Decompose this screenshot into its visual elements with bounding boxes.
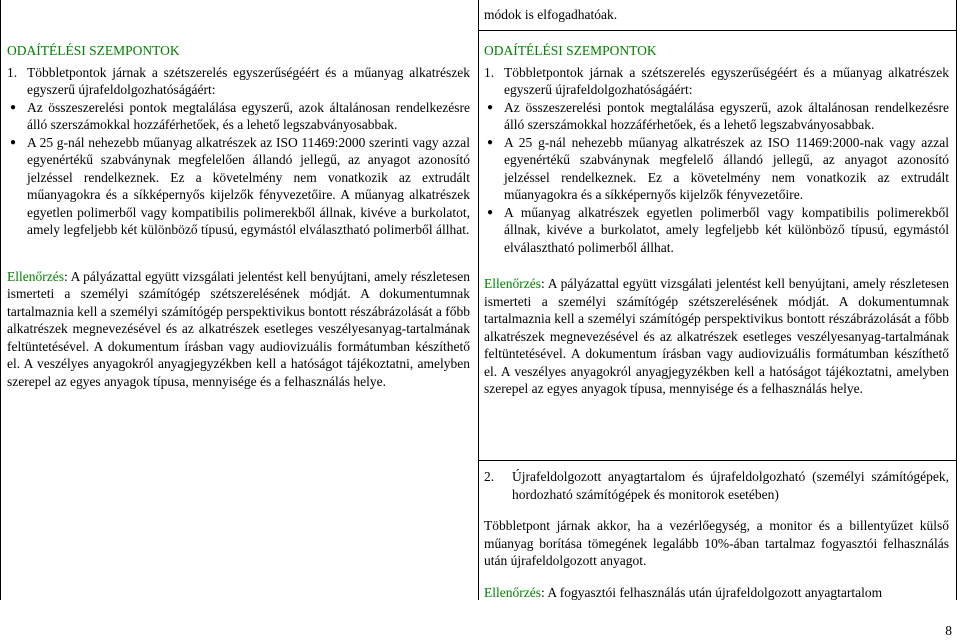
page-number: 8: [945, 623, 952, 638]
table-border-left: [0, 0, 1, 600]
table-divider: [478, 0, 479, 600]
right-check-paragraph: [484, 275, 949, 398]
left-bullet-1: [10, 99, 470, 134]
right-column: [484, 42, 949, 398]
left-check-label: Ellenőrzés: [7, 268, 64, 284]
right-bullet-3-text: A műanyag alkatrészek egyetlen polimerből vagy kompatibilis polimerekből állnak, kivéve a burkolatot, amely legfeljebb két különböző típusú, egymástól elválasztható polimerből állhat.: [504, 204, 949, 255]
right-top-text: módok is elfogadhatóak.: [484, 7, 618, 22]
right-check-label: Ellenőrzés: [484, 276, 541, 291]
bullet-icon: ●: [487, 206, 494, 218]
right-item-1: [484, 64, 949, 99]
right-item-1-number: 1.: [484, 64, 495, 80]
right-top-cell: [484, 6, 949, 24]
left-column: [7, 42, 470, 390]
right-bullet-2: [487, 134, 949, 204]
left-heading: ODAÍTÉLÉSI SZEMPONTOK: [7, 43, 180, 58]
right-check2-label: Ellenőrzés: [484, 584, 541, 600]
right-item-2-body: Többletpont járnak akkor, ha a vezérlőegység, a monitor és a billentyűzet külső műanyag borítása tömegének legalább 10%-ában tartalmaz fogyasztói felhasználás után újrafeldolgozott anyagot.: [484, 518, 949, 568]
right-item-2-text: Újrafeldolgozott anyagtartalom és újrafeldolgozható (személyi számítógépek, hordozható számítógépek és monitorok esetében): [512, 469, 949, 502]
right-bullet-3: [487, 204, 949, 257]
bullet-icon: ●: [10, 101, 17, 113]
right-bullet-list: [484, 99, 949, 257]
row-rule-middle: [478, 460, 957, 461]
right-item-2: [484, 468, 949, 503]
bullet-icon: ●: [487, 136, 494, 148]
right-lower-cell: [484, 468, 949, 601]
right-heading: ODAÍTÉLÉSI SZEMPONTOK: [484, 43, 657, 58]
row-rule-top: [478, 30, 957, 31]
left-check-paragraph: [7, 268, 470, 391]
right-bullet-1-text: Az összeszerelési pontok megtalálása egyszerű, azok általánosan rendelkezésre álló szerszámokkal hozzáférhetőek, és a lehető legszabványosabbak.: [504, 99, 949, 132]
right-item-1-text: Többletpontok járnak a szétszerelés egyszerűségéért és a műanyag alkatrészek egyszerű újrafeldolgozhatóságáért:: [504, 64, 949, 97]
table-border-right: [956, 0, 957, 600]
left-item-1-number: 1.: [7, 64, 18, 80]
right-item-2-number: 2.: [484, 469, 495, 484]
right-check-text: : A pályázattal együtt vizsgálati jelentést kell benyújtani, amely részletesen ismerteti a személyi számítógép szétszerelésének módját. A dokumentumnak tartalmaznia kell a személyi számítógép perspektivikus bontott részábrázolását a főbb alkatrészek megnevezésével és az alkatrészek esetleges veszélyesanyag-tartalmának feltüntetésével. A dokumentum írásban vagy audiovizuális formátumban készíthető el. A veszélyes anyagokról anyagjegyzékben kell a hatóságot tájékoztatni, amelyben szerepel az egyes anyagok típusa, mennyisége és a felhasználás helye.: [484, 276, 949, 396]
left-bullet-2: [10, 134, 470, 239]
left-item-1-text: Többletpontok járnak a szétszerelés egyszerűségéért és a műanyag alkatrészek egyszerű újrafeldolgozhatóságáért:: [27, 64, 470, 97]
left-bullet-1-text: Az összeszerelési pontok megtalálása egyszerű, azok általánosan rendelkezésre álló szerszámokkal hozzáférhetőek, és a lehető legszabványosabbak.: [27, 99, 470, 132]
right-check2-text: : A fogyasztói felhasználás után újrafeldolgozott anyagtartalom: [540, 584, 883, 600]
left-bullet-list: [7, 99, 470, 239]
bullet-icon: ●: [487, 101, 494, 113]
bullet-icon: ●: [10, 136, 17, 148]
left-bullet-2-text: A 25 g-nál nehezebb műanyag alkatrészek az ISO 11469:2000 szerinti vagy azzal egyenértékű szabványnak megfelelően állandó jellegű, az anyagot azonosító jelzéssel rendelkeznek. Ez a követelmény nem vonatkozik az extrudált műanyagokra és a síkképernyős kijelzők fényvezetőire. A műanyag alkatrészek egyetlen polimerből vagy kompatibilis polimerekből állnak, kivéve a burkolatot, amely legfeljebb két különböző típusú, egymástól elválasztható polimerből állhat.: [27, 134, 470, 237]
left-item-1: [7, 64, 470, 99]
right-bullet-2-text: A 25 g-nál nehezebb műanyag alkatrészek az ISO 11469:2000-nak vagy azzal egyenértékű szabványnak megfelelő állandó jellegű, az anyagot azonosító jelzéssel rendelkeznek. Ez a követelmény nem vonatkozik az extrudált műanyagokra és a síkképernyős kijelzők fényvezetőire.: [504, 134, 949, 202]
left-check-text: : A pályázattal együtt vizsgálati jelentést kell benyújtani, amely részletesen ismerteti a személyi számítógép szétszerelésének módját. A dokumentumnak tartalmaznia kell a személyi számítógép perspektivikus bontott részábrázolását a főbb alkatrészek megnevezésével és az alkatrészek esetleges veszélyesanyag-tartalmának feltüntetésével. A dokumentum írásban vagy audiovizuális formátumban készíthető el. A veszélyes anyagokról anyagjegyzékben kell a hatóságot tájékoztatni, amelyben szerepel az egyes anyagok típusa, mennyisége és a felhasználás helye.: [7, 268, 470, 389]
right-check2-paragraph: [484, 584, 949, 602]
right-bullet-1: [487, 99, 949, 134]
